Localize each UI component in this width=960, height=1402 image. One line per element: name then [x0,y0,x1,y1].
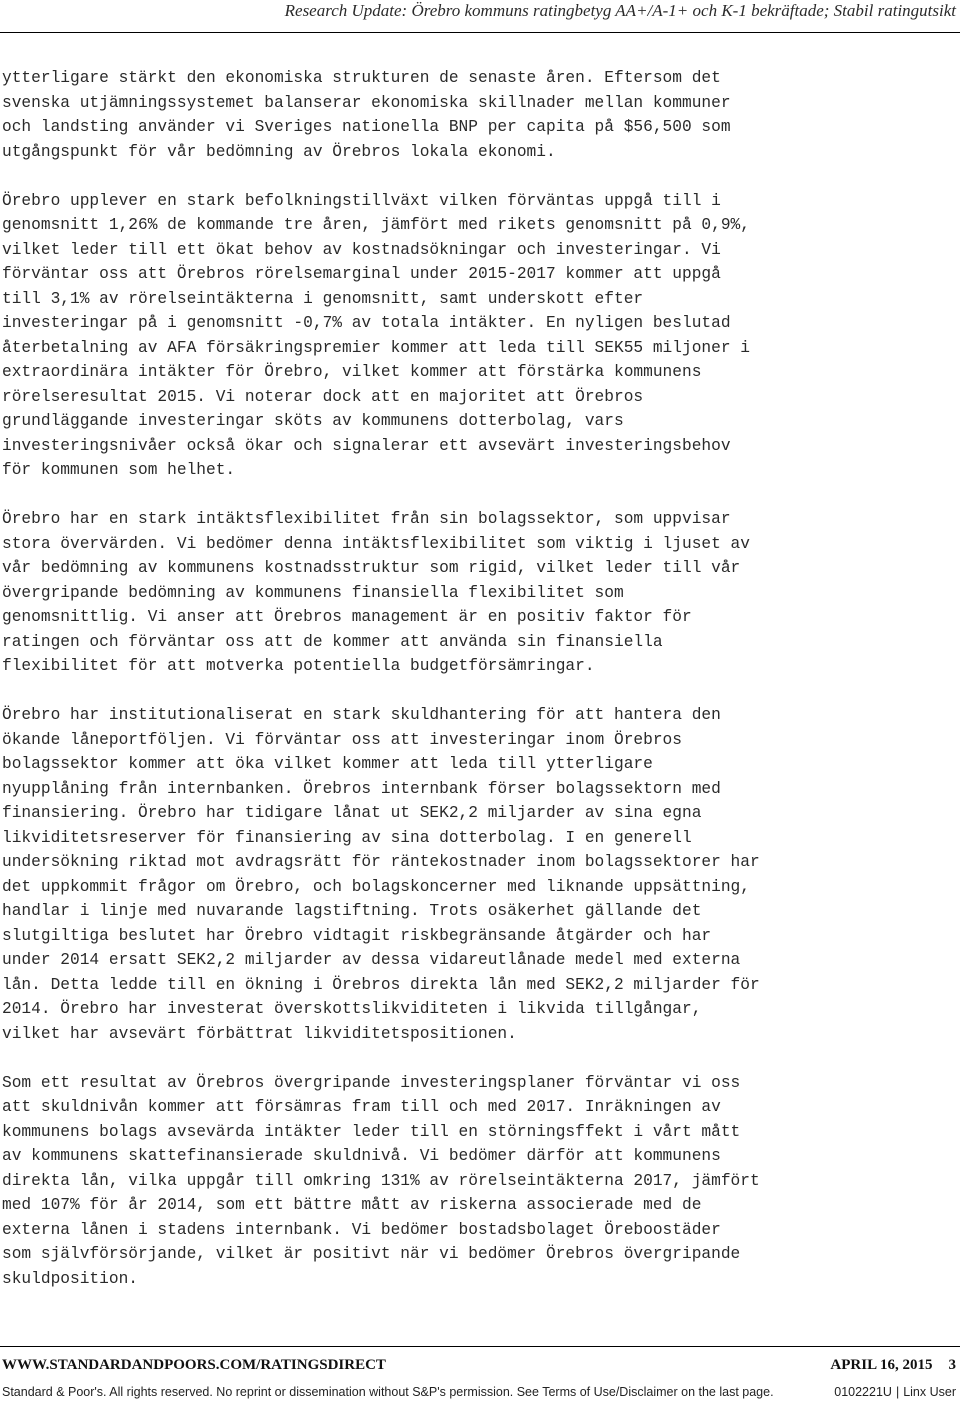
paragraph-debt-management: Örebro har institutionaliserat en stark skuldhantering för att hantera den ökande låneportföljen. Vi förväntar oss att investeringar inom Örebros bolagssektor kommer att öka vilket kommer att leda till ytterligare nyupplåning från internbanken. Örebros internbank förser bolagssektorn med finansiering. Örebro har tidigare lånat ut SEK2,2 miljarder av sina egna likviditetsreserver för finansiering av sina dotterbolag. I en generell undersökning riktad mot avdragsrätt för räntekostnader inom bolagssektorer har det uppkommit frågor om Örebro, och bolagskoncerner med liknande uppsättning, handlar i linje med nuvarande lagstiftning. Trots osäkerhet gällande det slutgiltiga beslutet har Örebro vidtagit riskbegränsande åtgärder och har under 2014 ersatt SEK2,2 miljarder av dessa vidareutlånade medel med externa lån. Detta ledde till en ökning i Örebros direkta lån med SEK2,2 miljarder för 2014. Örebro har investerat överskottslikviditeten i likvida tillgångar, vilket har avsevärt förbättrat likviditetspositionen. [2,706,760,1043]
paragraph-debt-outlook: Som ett resultat av Örebros övergripande investeringsplaner förväntar vi oss att skuldnivån kommer att försämras fram till och med 2017. Inräkningen av kommunens bolags avsevärda intäkter leder till en störningsffekt i vårt mått av kommunens skattefinansierade skuldnivå. Vi bedömer därför att kommunens direkta lån, vilka uppgår till omkring 131% av rörelseintäkterna 2017, jämfört med 107% för år 2014, som ett bättre mått av riskerna associerade med de externa lånen i stadens internbank. Vi bedömer bostadsbolaget Öreboostäder som självförsörjande, vilket är positivt när vi bedömer Örebros övergripande skuldposition. [2,1073,760,1288]
page-number: 3 [948,1357,956,1373]
paragraph-economy: ytterligare stärkt den ekonomiska strukturen de senaste åren. Eftersom det svenska utjämningssystemet balanserar ekonomiska skillnader mellan kommuner och landsting använder vi Sveriges nationella BNP per capita på $56,500 som utgångspunkt för vår bedömning av Örebros lokala ekonomi. [2,69,731,161]
paragraph-population-growth: Örebro upplever en stark befolkningstillväxt vilken förväntas uppgå till i genomsnitt 1,26% de kommande tre åren, jämfört med rikets genomsnitt på 0,9%, vilket leder till ett ökat behov av kostnadsökningar och investeringar. Vi förväntar oss att Örebros rörelsemarginal under 2015-2017 kommer att uppgå till 3,1% av rörelseintäkterna i genomsnitt, samt underskott efter investeringar på i genomsnitt -0,7% av totala intäkter. En nyligen beslutad återbetalning av AFA försäkringspremier kommer att leda till SEK55 miljoner i extraordinära intäkter för Örebro, vilket kommer att förstärka kommunens rörelseresultat 2015. Vi noterar dock att en majoritet att Örebros grundläggande investeringar sköts av kommunens dotterbolag, vars investeringsnivåer också ökar och signalerar ett avsevärt investeringsbehov för kommunen som helhet. [2,191,750,479]
publication-date: APRIL 16, 2015 [830,1357,933,1373]
footer-separator: | [895,1385,900,1399]
copyright-notice: Standard & Poor's. All rights reserved. No reprint or dissemination without S&P's permission. See Terms of Use/Disclaimer on the last page. [2,1385,774,1399]
footer-divider [0,1346,960,1347]
document-id: 0102221U [834,1385,892,1399]
footer-url-link[interactable]: WWW.STANDARDANDPOORS.COM/RATINGSDIRECT [2,1357,386,1373]
article-body [2,66,952,1316]
paragraph-revenue-flexibility: Örebro har en stark intäktsflexibilitet från sin bolagssektor, som uppvisar stora övervärden. Vi bedömer denna intäktsflexibilitet som viktig i ljuset av vår bedömning av kommunens kostnadsstruktur som rigid, vilket leder till vår övergripande bedömning av kommunens finansiella flexibilitet som genomsnittlig. Vi anser att Örebros management är en positiv faktor för ratingen och förväntar oss att de kommer att använda sin finansiella flexibilitet för att motverka potentiella budgetförsämringar. [2,510,750,675]
page-header [0,0,960,34]
user-label: Linx User [903,1385,956,1399]
footer-main [0,1354,960,1376]
header-divider [0,32,960,33]
document-reference [834,1383,956,1401]
footer-legal-row [0,1383,960,1401]
footer-date-page [830,1354,956,1376]
report-title: Research Update: Örebro kommuns ratingbetyg AA+/A-1+ och K-1 bekräftade; Stabil ratingutsikt [284,1,956,20]
